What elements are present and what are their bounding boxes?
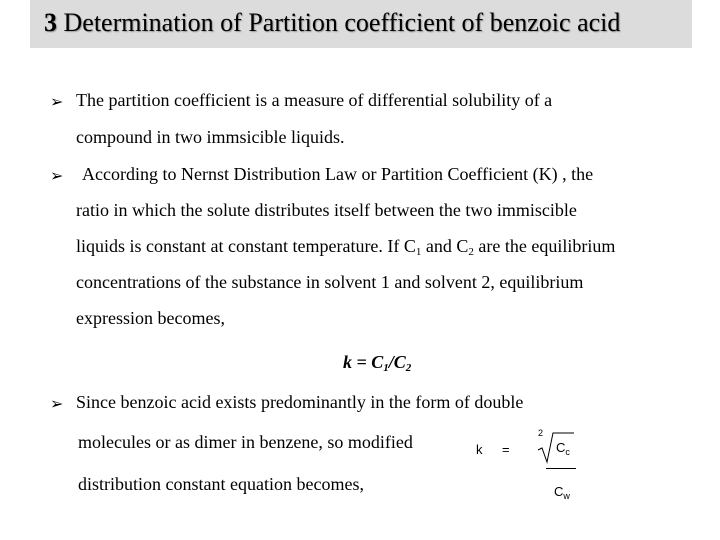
bullet-3-line-1: Since benzoic acid exists predominantly in the form of double — [76, 392, 524, 412]
bullet-1-line-2: compound in two immsicible liquids. — [76, 127, 345, 147]
bullet-2-line-3: liquids is constant at constant temperature. If $C_1$ and $C_2$ are the equilibrium — [76, 236, 616, 258]
formula-equals: = — [502, 442, 510, 457]
arrow-bullet-icon: ➢ — [50, 394, 64, 413]
bullet-2-line-1: According to Nernst Distribution Law or Partition Coefficient (K) , the — [82, 164, 594, 184]
arrow-bullet-icon: ➢ — [50, 166, 64, 185]
bullet-3-line-3: distribution constant equation becomes, — [78, 474, 364, 494]
denominator: $C_w$ — [554, 484, 570, 501]
bullet-3-line-2: molecules or as dimer in benzene, so modified — [78, 432, 413, 452]
fraction-bar — [546, 468, 576, 469]
arrow-bullet-icon: ➢ — [50, 92, 64, 111]
bullet-2-line-2: ratio in which the solute distributes itself between the two immiscible — [76, 200, 577, 220]
title-number: 3 — [44, 8, 57, 37]
bullet-2-line-4: concentrations of the substance in solvent 1 and solvent 2, equilibrium — [76, 272, 584, 292]
formula-k: k — [476, 442, 483, 457]
bullet-2-line-5: expression becomes, — [76, 308, 225, 328]
formula-partition-coefficient: $k = C_1/C_2$ — [343, 352, 412, 374]
slide-title — [44, 8, 620, 38]
formula-dimer-distribution — [470, 428, 610, 508]
bullet-1-line-1: The partition coefficient is a measure of differential solubility of a — [76, 90, 553, 110]
title-text: Determination of Partition coefficient of benzoic acid — [63, 8, 621, 37]
root-index: 2 — [538, 428, 544, 438]
numerator: $C_c$ — [556, 440, 570, 457]
